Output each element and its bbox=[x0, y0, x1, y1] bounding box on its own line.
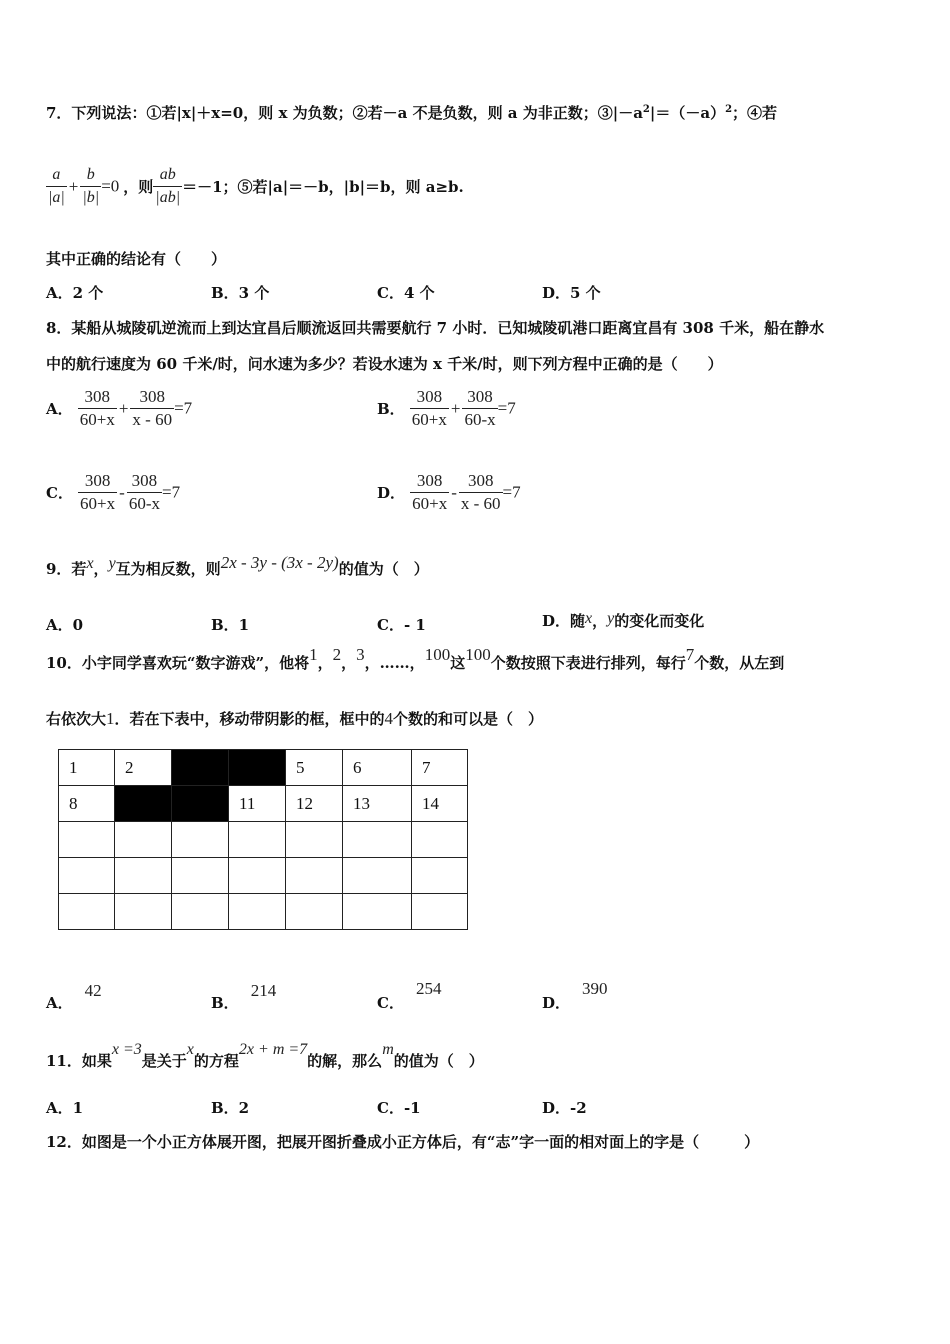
frac-numerator: 308 bbox=[410, 470, 449, 493]
option-label: A． bbox=[46, 400, 73, 418]
grid-cell: 7 bbox=[412, 750, 468, 786]
equals-seven: =7 bbox=[497, 398, 516, 418]
q8-d-frac1 bbox=[410, 470, 449, 515]
q8-option-a[interactable] bbox=[46, 386, 192, 431]
table-row bbox=[59, 858, 468, 894]
grid-cell bbox=[59, 894, 115, 930]
q11-equation: 2x + m =7 bbox=[238, 1041, 308, 1058]
grid-cell bbox=[229, 894, 286, 930]
number-grid bbox=[58, 749, 468, 930]
q8-line1: 8．某船从城陵矶逆流而上到达宜昌后顺流返回共需要航行 7 小时．已知城陵矶港口距离宜昌有 308 千米，船在静水 bbox=[46, 319, 825, 337]
q10-line2 bbox=[46, 708, 543, 729]
grid-cell bbox=[343, 822, 412, 858]
equals-seven: =7 bbox=[161, 482, 181, 502]
q8-option-c[interactable] bbox=[46, 470, 180, 515]
grid-cell bbox=[286, 822, 343, 858]
grid-cell bbox=[412, 894, 468, 930]
frac-denominator: 60+x bbox=[80, 494, 116, 513]
var-m: m bbox=[382, 1041, 394, 1058]
sep: ， bbox=[341, 654, 357, 672]
num-7: 7 bbox=[685, 645, 695, 664]
q11-option-c[interactable]: C．-1 bbox=[377, 1099, 421, 1117]
q7-frac-ab bbox=[153, 164, 182, 209]
grid-cell bbox=[286, 858, 343, 894]
plus-sign: + bbox=[68, 176, 79, 196]
grid-cell bbox=[115, 822, 172, 858]
q8-a-frac2 bbox=[130, 386, 174, 431]
q10-line2b: ．若在下表中，移动带阴影的框，框中的 bbox=[114, 710, 385, 728]
grid-cell bbox=[229, 858, 286, 894]
q7-line1 bbox=[46, 102, 777, 123]
num-100-count: 100 bbox=[465, 645, 491, 664]
option-label: D．随 bbox=[542, 612, 586, 630]
q7-prompt: 其中正确的结论有（ ） bbox=[46, 250, 227, 268]
q9-option-a[interactable]: A．0 bbox=[46, 616, 84, 634]
q10-mid: 个数按照下表进行排列，每行 bbox=[490, 654, 686, 672]
num-2: 2 bbox=[332, 645, 342, 664]
shaded-cell[interactable] bbox=[172, 750, 229, 786]
q8-line2: 中的航行速度为 60 千米/时，问水速为多少？若设水速为 x 千米/时，则下列方程中正确的是（ ） bbox=[46, 355, 723, 373]
q7-frac-a bbox=[46, 164, 67, 209]
q8-a-frac1 bbox=[78, 386, 117, 431]
option-label: B． bbox=[211, 994, 239, 1012]
table-row bbox=[59, 822, 468, 858]
q9-option-c[interactable]: C．- 1 bbox=[377, 616, 426, 634]
frac-denominator: 60+x bbox=[412, 494, 448, 513]
q8-d-frac2 bbox=[459, 470, 503, 515]
grid-cell bbox=[286, 894, 343, 930]
grid-cell: 2 bbox=[115, 750, 172, 786]
q8-option-d[interactable] bbox=[377, 470, 521, 515]
q8-b-frac2 bbox=[462, 386, 497, 431]
q7-option-b[interactable]: B．3 个 bbox=[211, 284, 270, 302]
grid-cell bbox=[172, 822, 229, 858]
operator: - bbox=[451, 482, 457, 502]
frac-denominator: 60-x bbox=[464, 410, 496, 429]
option-label: D． bbox=[377, 484, 406, 502]
grid-cell bbox=[412, 822, 468, 858]
q9-comma: ， bbox=[93, 560, 109, 578]
operator: + bbox=[450, 398, 461, 418]
grid-cell: 13 bbox=[343, 786, 412, 822]
grid-cell bbox=[172, 858, 229, 894]
q10-lead: 10．小宇同学喜欢玩“数字游戏”，他将 bbox=[46, 654, 310, 672]
q9-expression: 2x - 3y - (3x - 2y) bbox=[220, 553, 339, 572]
q12-stem: 12．如图是一个小正方体展开图，把展开图折叠成小正方体后，有“志”字一面的相对面上的字是（ ） bbox=[46, 1133, 760, 1151]
var-x: x bbox=[585, 610, 593, 627]
q10-line2a: 右依次大 bbox=[46, 710, 107, 728]
operator: - bbox=[119, 482, 125, 502]
grid-cell bbox=[115, 858, 172, 894]
table-row bbox=[59, 786, 468, 822]
shaded-cell[interactable] bbox=[115, 786, 172, 822]
q9-tail: 的值为（ ） bbox=[338, 560, 429, 578]
q7-line1-end: ；④若 bbox=[732, 104, 778, 122]
q7-option-c[interactable]: C．4 个 bbox=[377, 284, 435, 302]
num-4: 4 bbox=[384, 709, 394, 728]
frac-denominator: |b| bbox=[82, 189, 100, 206]
grid-cell: 1 bbox=[59, 750, 115, 786]
q11-mid3: 的解，那么 bbox=[307, 1052, 383, 1070]
sep: ， bbox=[317, 654, 333, 672]
var-y: y bbox=[607, 610, 615, 627]
q10-line1 bbox=[46, 645, 785, 673]
frac-numerator: 308 bbox=[130, 386, 174, 409]
grid-cell: 5 bbox=[286, 750, 343, 786]
frac-denominator: 60+x bbox=[411, 410, 447, 429]
frac-denominator: |ab| bbox=[155, 189, 181, 206]
grid-cell bbox=[59, 822, 115, 858]
var-x: x bbox=[86, 555, 94, 572]
q7-option-a[interactable]: A．2 个 bbox=[46, 284, 104, 302]
grid-cell bbox=[343, 858, 412, 894]
frac-denominator: 60-x bbox=[128, 494, 160, 513]
num-3: 3 bbox=[356, 645, 365, 664]
q11-lead: 11．如果 bbox=[46, 1052, 112, 1070]
q7-sup-2: 2 bbox=[725, 104, 733, 115]
q8-b-frac1 bbox=[410, 386, 449, 431]
frac-denominator: x - 60 bbox=[460, 494, 501, 513]
shaded-cell[interactable] bbox=[172, 786, 229, 822]
num-1: 1 bbox=[309, 645, 318, 664]
q11-stem bbox=[46, 1038, 484, 1070]
grid-cell: 6 bbox=[343, 750, 412, 786]
var-x: x bbox=[186, 1041, 194, 1058]
grid-cell bbox=[343, 894, 412, 930]
option-label: C． bbox=[377, 994, 404, 1012]
frac-numerator: ab bbox=[153, 164, 182, 187]
grid-cell: 12 bbox=[286, 786, 343, 822]
frac-denominator: 60+x bbox=[79, 410, 115, 429]
num-1: 1 bbox=[106, 709, 115, 728]
table-row bbox=[59, 750, 468, 786]
var-y: y bbox=[108, 555, 116, 572]
option-value: 390 bbox=[582, 979, 608, 998]
q11-tail: 的值为（ ） bbox=[393, 1052, 484, 1070]
q8-c-frac2 bbox=[127, 470, 162, 515]
q10-option-b[interactable] bbox=[211, 980, 277, 1012]
q10-option-a[interactable] bbox=[46, 980, 102, 1012]
q7-line1-text: 7．下列说法：①若|x|＋x=0，则 x 为负数；②若－a 不是负数，则 a 为非正数；③|－a bbox=[46, 104, 643, 122]
q10-tail: 个数，从左到 bbox=[694, 654, 785, 672]
option-label: C． bbox=[46, 484, 73, 502]
grid-cell: 14 bbox=[412, 786, 468, 822]
q9-lead: 9．若 bbox=[46, 560, 87, 578]
q10-option-c[interactable] bbox=[377, 978, 442, 1012]
grid-cell bbox=[59, 858, 115, 894]
frac-numerator: 308 bbox=[462, 386, 497, 409]
q7-sup-1: 2 bbox=[642, 104, 650, 115]
q7-then: ，则 bbox=[123, 178, 154, 196]
zhe: 这 bbox=[450, 654, 466, 672]
option-value: 42 bbox=[84, 981, 102, 1000]
operator: + bbox=[118, 398, 129, 418]
q7-option-d[interactable]: D．5 个 bbox=[542, 284, 601, 302]
comma: ， bbox=[592, 612, 608, 630]
q11-option-a[interactable]: A．1 bbox=[46, 1099, 84, 1117]
q10-option-d[interactable] bbox=[542, 978, 608, 1012]
q8-c-frac1 bbox=[78, 470, 117, 515]
q11-option-b[interactable]: B．2 bbox=[211, 1099, 250, 1117]
grid-cell: 11 bbox=[229, 786, 286, 822]
grid-cell bbox=[115, 894, 172, 930]
option-value: 254 bbox=[415, 979, 442, 998]
grid-cell bbox=[229, 822, 286, 858]
q7-formula-line bbox=[46, 164, 464, 209]
frac-numerator: b bbox=[80, 164, 101, 187]
frac-numerator: 308 bbox=[410, 386, 449, 409]
frac-denominator: |a| bbox=[48, 189, 65, 206]
q7-line2-end: ＝－1；⑤若|a|＝－b，|b|＝b，则 a≥b. bbox=[182, 178, 464, 196]
frac-numerator: 308 bbox=[78, 386, 117, 409]
option-d-tail: 的变化而变化 bbox=[614, 612, 705, 630]
q7-eq0: =0 bbox=[101, 176, 120, 196]
q9-stem bbox=[46, 553, 429, 579]
q11-option-d[interactable]: D．-2 bbox=[542, 1099, 587, 1117]
ellipsis: ，……， bbox=[364, 654, 425, 672]
q11-condition: x =3 bbox=[111, 1041, 142, 1058]
option-value: 214 bbox=[250, 981, 277, 1000]
option-label: B． bbox=[377, 400, 405, 418]
grid-cell bbox=[172, 894, 229, 930]
frac-numerator: 308 bbox=[127, 470, 162, 493]
table-row bbox=[59, 894, 468, 930]
q11-mid2: 的方程 bbox=[193, 1052, 239, 1070]
equals-seven: =7 bbox=[502, 482, 521, 502]
q9-mid: 互为相反数，则 bbox=[115, 560, 221, 578]
option-label: A． bbox=[46, 994, 73, 1012]
q8-option-b[interactable] bbox=[377, 386, 516, 431]
frac-numerator: a bbox=[46, 164, 67, 187]
q7-frac-b bbox=[80, 164, 101, 209]
shaded-cell[interactable] bbox=[229, 750, 286, 786]
num-100: 100 bbox=[424, 645, 451, 664]
frac-denominator: x - 60 bbox=[132, 410, 173, 429]
q9-option-d[interactable] bbox=[542, 610, 704, 631]
q10-line2c: 个数的和可以是（ ） bbox=[393, 710, 544, 728]
option-label: D． bbox=[542, 994, 571, 1012]
grid-cell bbox=[412, 858, 468, 894]
q9-option-b[interactable]: B．1 bbox=[211, 616, 250, 634]
frac-numerator: 308 bbox=[78, 470, 117, 493]
frac-numerator: 308 bbox=[459, 470, 503, 493]
grid-cell: 8 bbox=[59, 786, 115, 822]
q7-line1-mid: |＝（－a） bbox=[649, 104, 726, 122]
q11-mid1: 是关于 bbox=[141, 1052, 187, 1070]
equals-seven: =7 bbox=[174, 398, 193, 418]
